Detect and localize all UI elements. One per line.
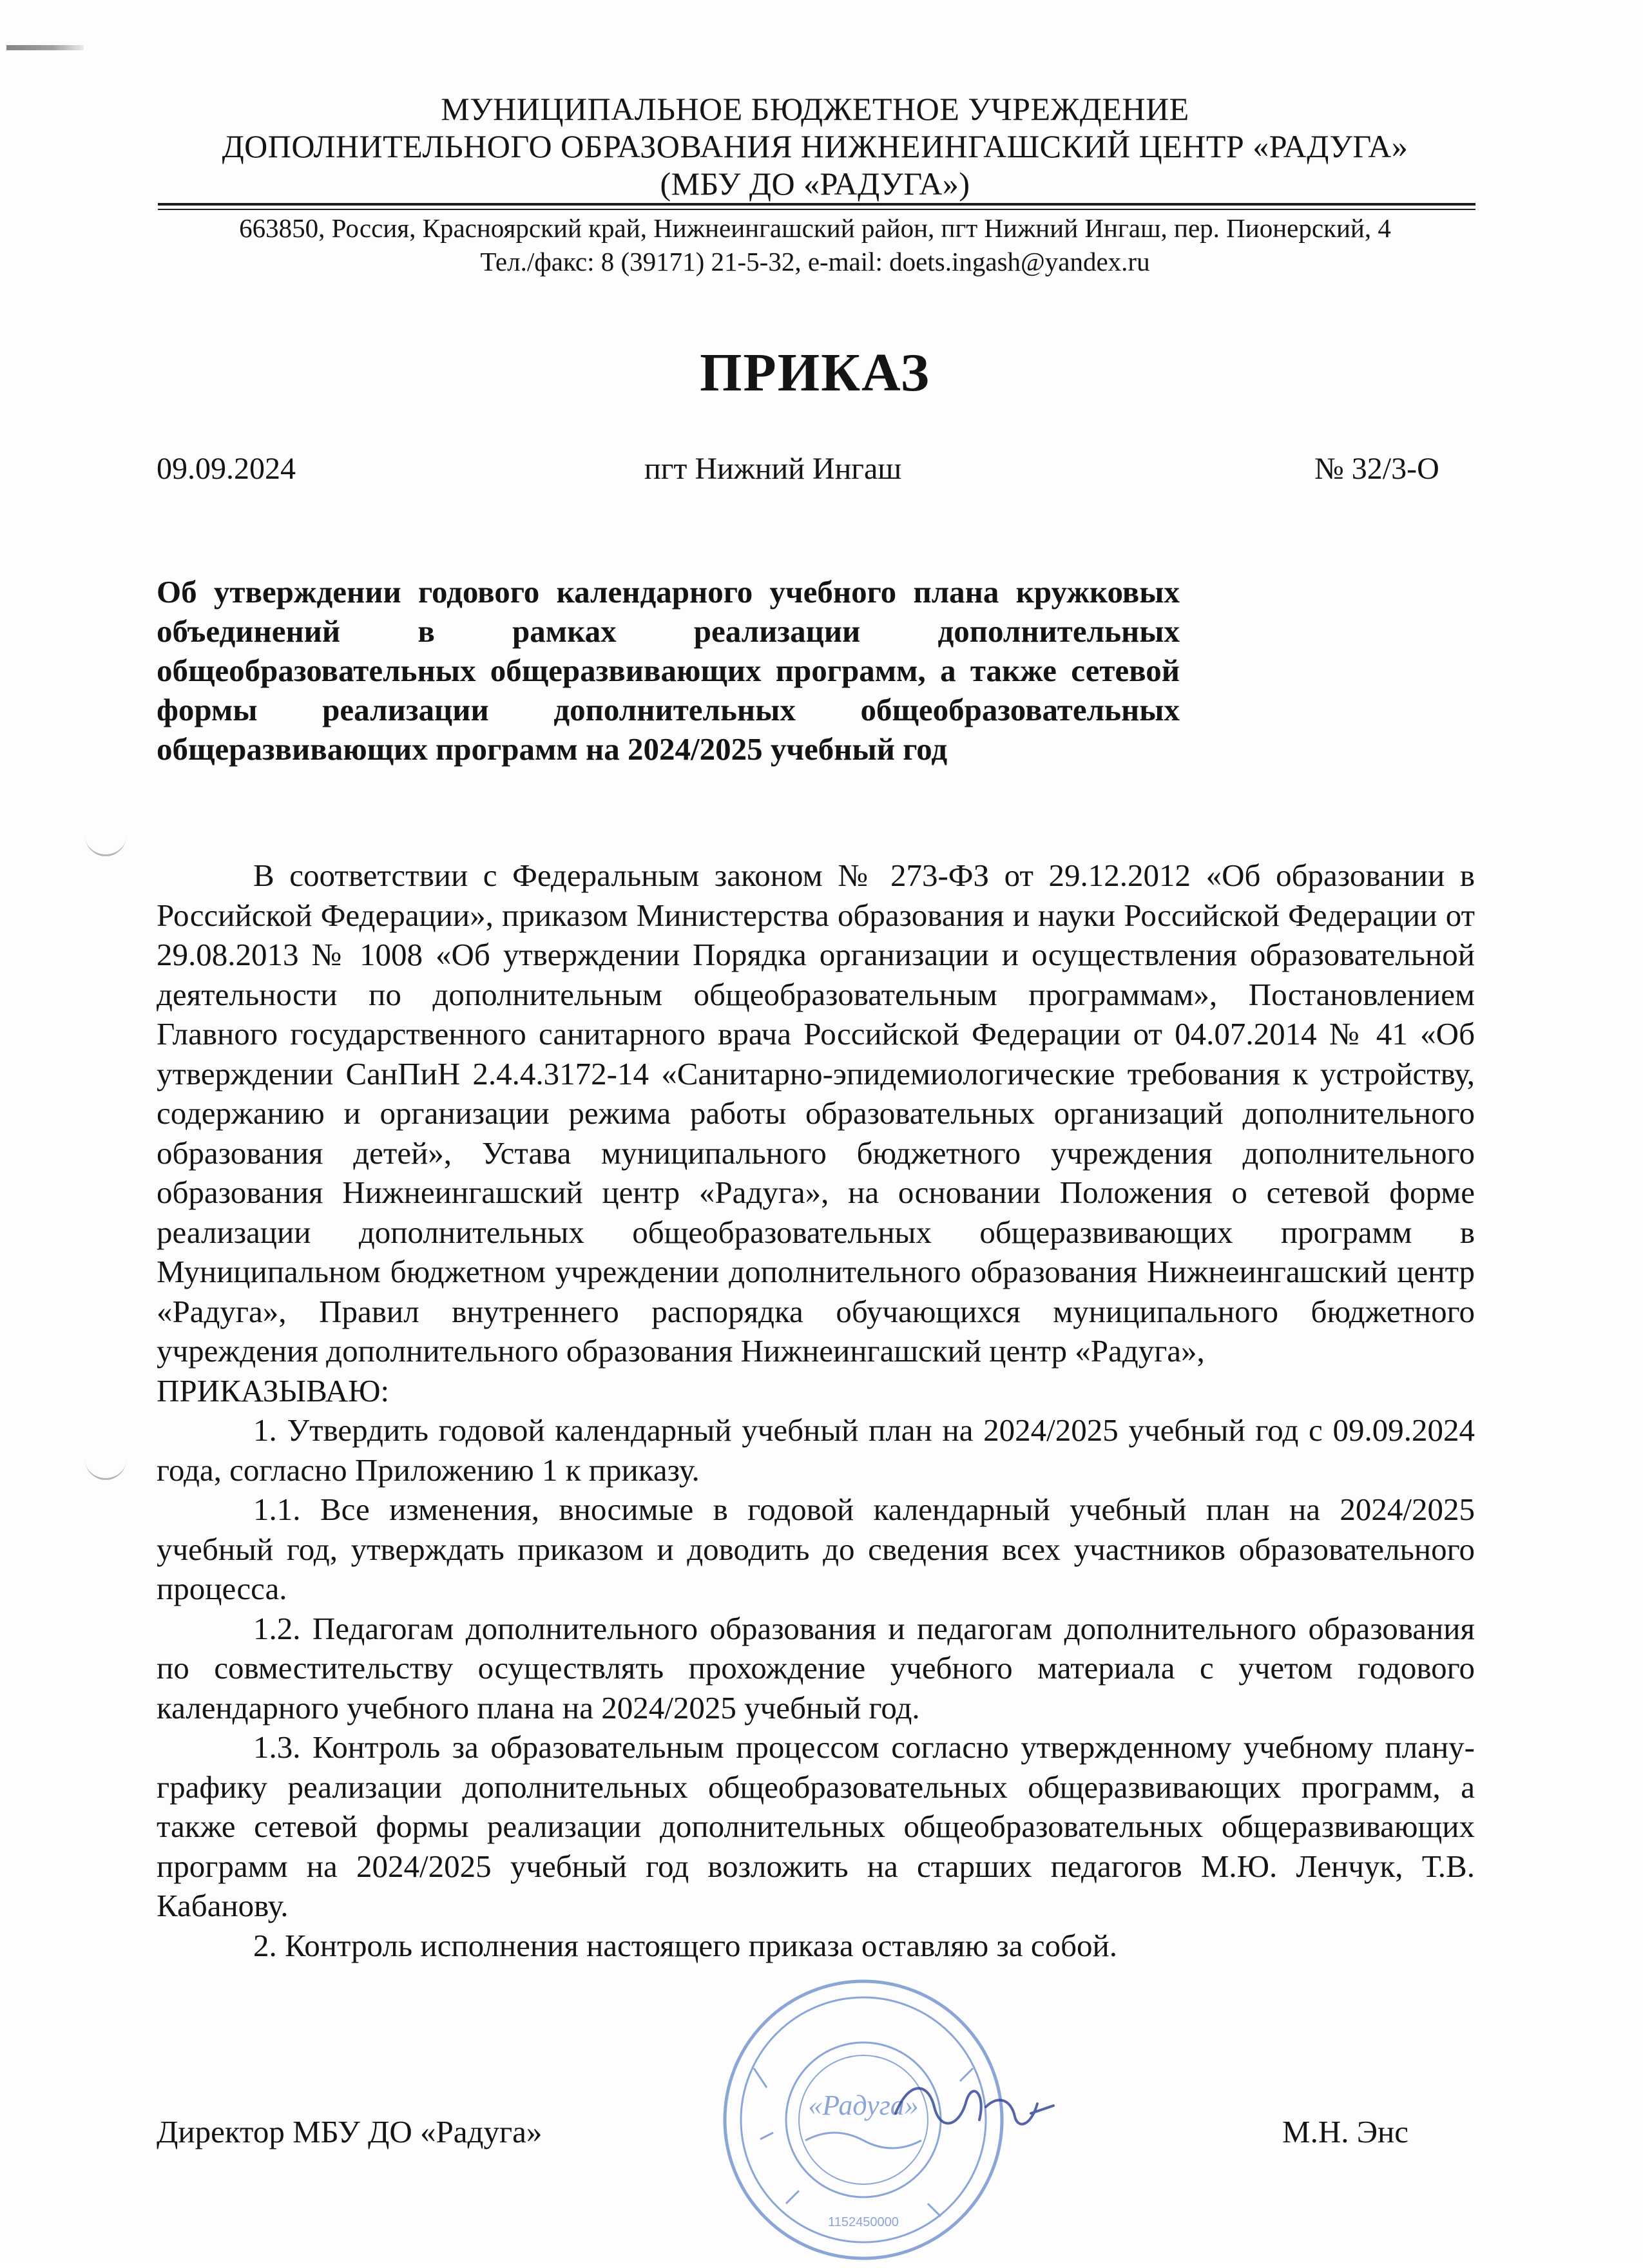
org-contacts: Тел./факс: 8 (39171) 21-5-32, e-mail: doets.ingash@yandex.ru xyxy=(480,247,1150,276)
order-word: ПРИКАЗЫВАЮ: xyxy=(157,1372,390,1408)
order-item: 1.1. Все изменения, вносимые в годовой календарный учебный план на 2024/2025 учебный год, утверждать приказом и доводить до сведения всех участников образовательного процесса. xyxy=(157,1492,1475,1606)
svg-text:1152450000: 1152450000 xyxy=(828,2215,899,2229)
document-place: пгт Нижний Ингаш xyxy=(644,452,902,486)
preamble-paragraph: В соответствии с Федеральным законом № 273-ФЗ от 29.12.2012 «Об образовании в Российской Федерации», приказом Министерства образования и науки Российской Федерации от 29.08.2013 № 1008 «Об утверждении Порядка организации и осуществления образовательной деятельности по дополнительным общеобразовательным программам», Постановлением Главного государственного санитарного врача Российской Федерации от 04.07.2014 № 41 «Об утверждении СанПиН 2.4.4.3172-14 «Санитарно-эпидемиологические требования к устройству, содержанию и организации режима работы образовательных организаций дополнительного образования детей», Устава муниципального бюджетного учреждения дополнительного образования Нижнеингашский центр «Радуга», на основании Положения о сетевой форме реализации дополнительных общеобразовательных общеразвивающих программ в Муниципальном бюджетном учреждении дополнительного образования Нижнеингашский центр «Радуга», Правил внутреннего распорядка обучающихся муниципального бюджетного учреждения дополнительного образования Нижнеингашский центр «Радуга», xyxy=(157,858,1475,1369)
org-name-line-2: ДОПОЛНИТЕЛЬНОГО ОБРАЗОВАНИЯ НИЖНЕИНГАШСКИЙ ЦЕНТР «РАДУГА» xyxy=(222,128,1408,164)
document-date: 09.09.2024 xyxy=(157,452,296,486)
document-subject: Об утверждении годового календарного учебного плана кружковых объединений в рамках реализации дополнительных общеобразовательных общеразвивающих программ, а также сетевой формы реализации дополнительных общеобразовательных общеразвивающих программ на 2024/2025 учебный год xyxy=(157,574,1180,767)
document-title: ПРИКАЗ xyxy=(700,343,930,403)
signatory-name: М.Н. Энс xyxy=(1282,2114,1409,2149)
organization-address-block xyxy=(155,211,1475,278)
order-item: 1.2. Педагогам дополнительного образования и педагогам дополнительного образования по совместительству осуществлять прохождение учебного материала с учетом годового календарного учебного плана на 2024/2025 учебный год. xyxy=(157,1610,1475,1725)
order-item: 2. Контроль исполнения настоящего приказа оставляю за собой. xyxy=(253,1927,1117,1963)
org-address: 663850, Россия, Красноярский край, Нижнеингашский район, пгт Нижний Ингаш, пер. Пионерский, 4 xyxy=(239,213,1391,243)
organization-header xyxy=(155,90,1475,202)
signatory-position: Директор МБУ ДО «Радуга» xyxy=(157,2114,543,2149)
scan-artifact xyxy=(6,45,84,50)
punch-hole-mark xyxy=(85,831,126,856)
order-item: 1.3. Контроль за образовательным процессом согласно утвержденному учебному плану-графику реализации дополнительных общеобразовательных общеразвивающих программ, а также сетевой формы реализации дополнительных общеобразовательных общеразвивающих программ на 2024/2025 учебный год возложить на старших педагогов М.Ю. Ленчук, Т.В. Кабанову. xyxy=(157,1729,1475,1923)
org-short-name: (МБУ ДО «РАДУГА») xyxy=(660,166,970,202)
header-divider-thin xyxy=(158,209,1475,210)
svg-text:«Радуга»: «Радуга» xyxy=(808,2090,919,2121)
document-body xyxy=(157,856,1475,1965)
org-name-line-1: МУНИЦИПАЛЬНОЕ БЮДЖЕТНОЕ УЧРЕЖДЕНИЕ xyxy=(441,91,1189,127)
document-number: № 32/3-О xyxy=(1314,452,1439,486)
handwritten-signature xyxy=(883,2068,1063,2146)
header-divider xyxy=(158,203,1475,206)
punch-hole-mark xyxy=(85,1455,126,1480)
order-item: 1. Утвердить годовой календарный учебный план на 2024/2025 учебный год с 09.09.2024 года, согласно Приложению 1 к приказу. xyxy=(157,1412,1475,1488)
